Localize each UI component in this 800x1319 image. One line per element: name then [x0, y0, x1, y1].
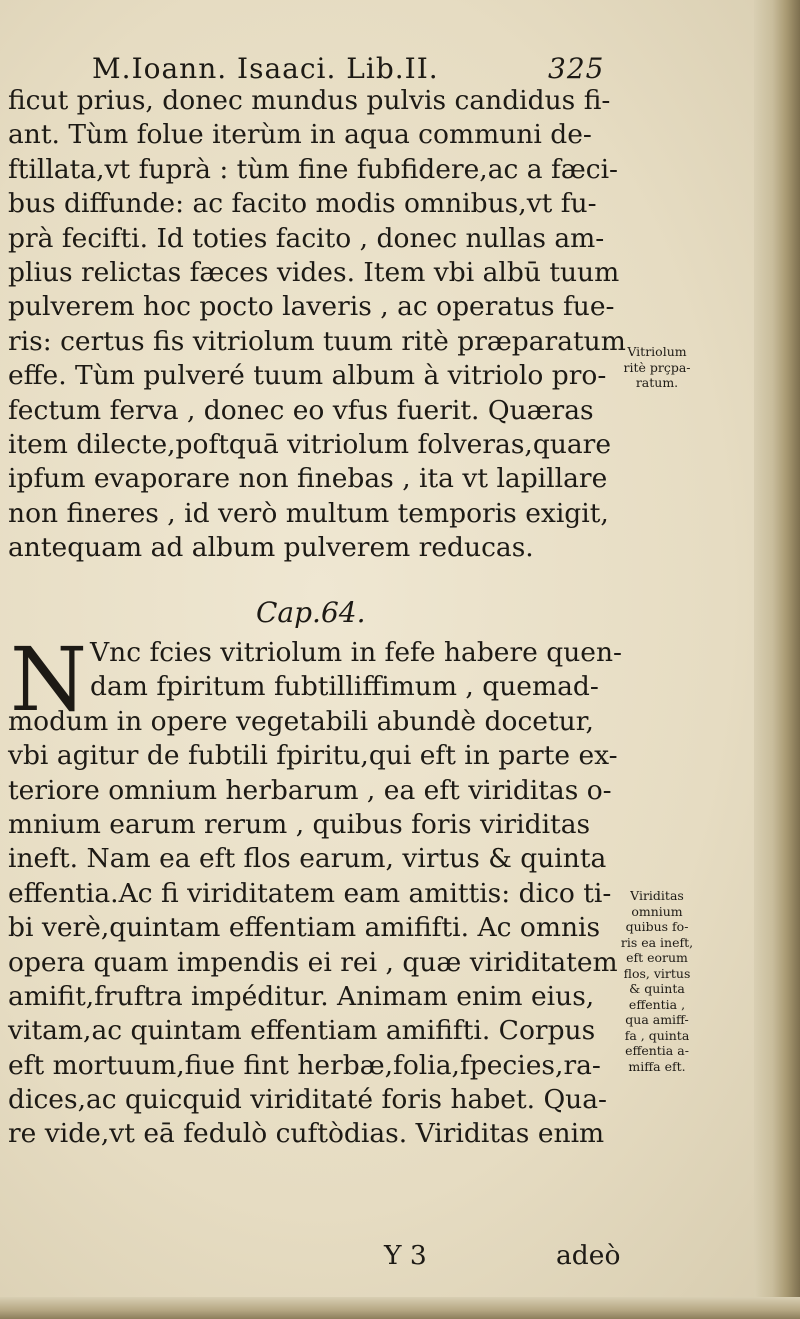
marginal-line: ritè prçpa-: [623, 359, 691, 375]
text-line: Vnc fcies vitriolum in fefe habere quen-: [90, 637, 622, 668]
paragraph-2: [8, 628, 622, 1152]
text-line: effentia.Ac fi viriditatem eam amittis: dico ti-: [8, 877, 612, 909]
marginal-line: & quinta: [629, 981, 685, 996]
marginal-line: Vitriolum: [627, 344, 687, 359]
text-line: ant. Tùm folue iterùm in aqua communi de-: [8, 119, 592, 151]
text-line: modum in opere vegetabili abundè docetur,: [8, 705, 594, 737]
chapter-caption: Cap.64.: [256, 596, 366, 629]
text-line: teriore omnium herbarum , ea eft viriditas o-: [8, 774, 612, 806]
text-line: dices,ac quicquid viriditaté foris habet. Qua-: [8, 1084, 608, 1116]
marginal-line: Viriditas: [630, 888, 684, 903]
text-line: bus diffunde: ac facito modis omnibus,vt fu-: [8, 188, 597, 220]
marginal-line: miffa eft.: [628, 1058, 686, 1074]
text-line: dam fpiritum fubtilliffimum , quemad-: [90, 671, 599, 703]
signature-mark: Y 3: [384, 1240, 427, 1271]
running-header: [92, 52, 632, 88]
paragraph-1: [8, 84, 626, 565]
page-gutter: [754, 0, 800, 1319]
text-line: effe. Tùm pulveré tuum album à vitriolo pro-: [8, 360, 607, 392]
text-line: plius relictas fæces vides. Item vbi albū tuum: [8, 256, 620, 288]
catchword: adeò: [556, 1240, 621, 1271]
text-line: non fineres , id verò multum temporis exigit,: [8, 497, 609, 529]
marginal-line: fa , quinta: [624, 1027, 690, 1043]
marginal-line: ris ea ineft,: [620, 934, 694, 950]
text-line: mnium earum rerum , quibus foris viriditas: [8, 808, 591, 840]
text-line: ris: certus fis vitriolum tuum ritè præparatum: [8, 325, 626, 357]
text-line: ipfum evaporare non finebas , ita vt lapillare: [8, 463, 608, 495]
marginal-line: quibus fo-: [625, 919, 689, 934]
drop-cap: N: [10, 628, 87, 731]
marginal-line: ratum.: [635, 375, 679, 390]
text-line: opera quam impendis ei rei , quæ viriditatem: [8, 946, 618, 978]
page-bottom-edge: [0, 1297, 800, 1319]
text-line: antequam ad album pulverem reducas.: [8, 532, 534, 564]
text-line: ftillata,vt fuprà : tùm fine fubfidere,ac a fæci-: [8, 153, 619, 185]
marginal-line: effentia a-: [625, 1043, 689, 1058]
page-number: 325: [548, 52, 605, 85]
marginal-note-viriditas: [612, 888, 702, 1074]
marginal-line: omnium: [631, 903, 683, 919]
text-line: vitam,ac quintam effentiam amififti. Corpus: [8, 1015, 596, 1047]
text-line: eft mortuum,fiue fint herbæ,folia,fpecies,ra-: [8, 1049, 601, 1081]
text-line: prà fecifti. Id toties facito , donec nullas am-: [8, 222, 605, 254]
text-line: ineft. Nam ea eft flos earum, virtus & quinta: [8, 843, 607, 875]
text-line: pulverem hoc pocto laveris , ac operatus fue-: [8, 291, 615, 323]
marginal-line: effentia ,: [628, 996, 686, 1012]
marginal-note-vitriolum: [612, 344, 702, 391]
running-title: M.Ioann. Isaaci. Lib.II.: [92, 52, 439, 85]
text-line: ficut prius, donec mundus pulvis candidus fi-: [8, 85, 611, 116]
marginal-line: qua amiff-: [625, 1012, 689, 1027]
text-line: fectum ferva , donec eo vfus fuerit. Quæras: [8, 394, 594, 426]
text-line: vbi agitur de fubtili fpiritu,qui eft in parte ex-: [8, 740, 618, 772]
text-line: bi verè,quintam effentiam amififti. Ac omnis: [8, 912, 601, 944]
marginal-line: eft eorum: [626, 950, 688, 965]
text-line: re vide,vt eā fedulò cuftòdias. Viriditas enim: [8, 1118, 605, 1150]
marginal-line: flos, virtus: [623, 965, 691, 981]
text-line: amifit,fruftra impéditur. Animam enim eius,: [8, 980, 595, 1012]
text-line: item dilecte,poftquā vitriolum folveras,quare: [8, 428, 612, 460]
